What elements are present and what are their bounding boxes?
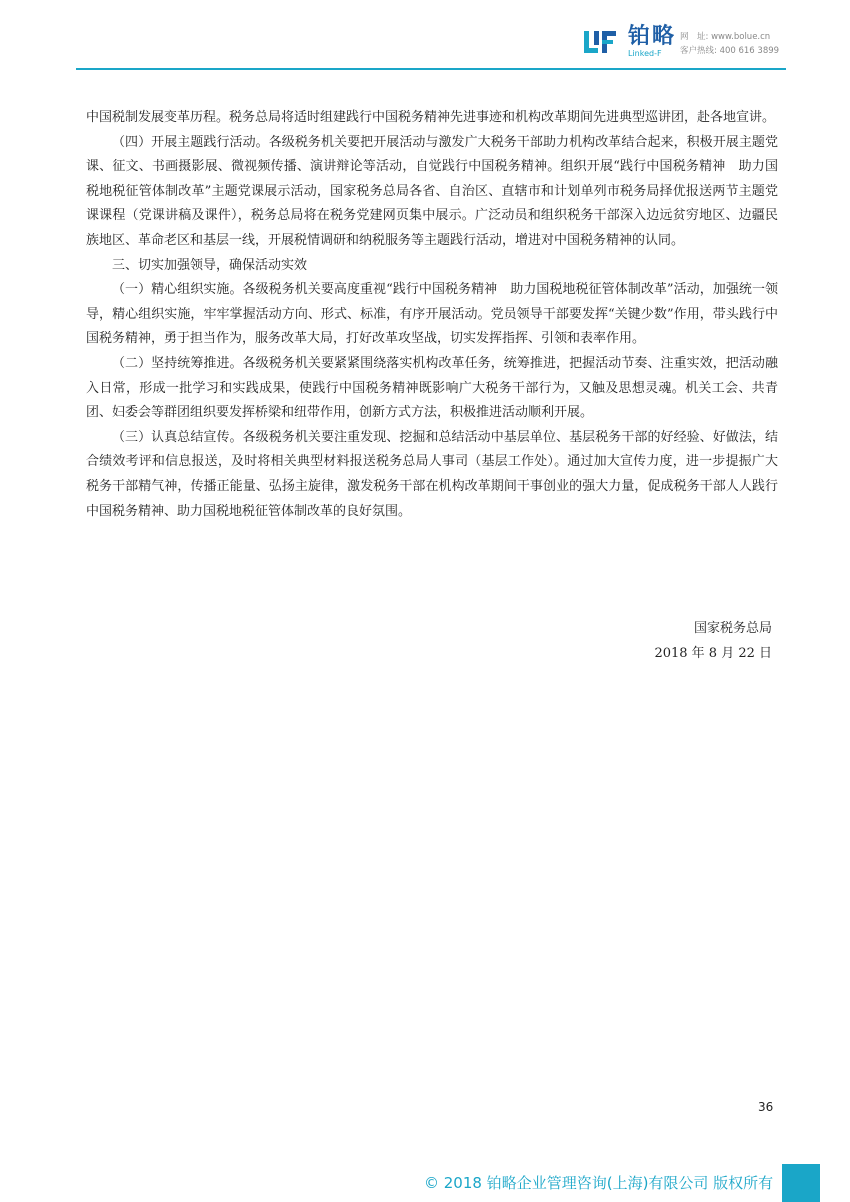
section-heading: 三、切实加强领导，确保活动实效 bbox=[112, 257, 308, 273]
signature-date: 2018 年 8 月 22 日 bbox=[654, 646, 772, 661]
logo-chinese-name: 铂略 bbox=[628, 24, 677, 49]
contact-info bbox=[680, 30, 779, 58]
paragraph: （三）认真总结宣传。各级税务机关要注重发现、挖掘和总结活动中基层单位、基层税务干部的好经验、好做法，结合绩效考评和信息报送，及时将相关典型材料报送税务总局人事司（基层工作处）。通过加大宣传力度，进一步提振广大税务干部精气神，传播正能量、弘扬主旋律，激发税务干部在机构改革期间干事创业的强大力量，促成税务干部人人践行中国税务精神、助力国税地税征管体制改革的良好氛围。 bbox=[86, 429, 778, 519]
paragraph: 中国税制发展变革历程。税务总局将适时组建践行中国税务精神先进事迹和机构改革期间先进典型巡讲团，赴各地宣讲。 bbox=[86, 110, 776, 125]
logo-mark-icon bbox=[584, 27, 624, 57]
footer-copyright: © 2018 铂略企业管理咨询(上海)有限公司 版权所有 bbox=[424, 1174, 774, 1192]
header-divider bbox=[76, 68, 786, 70]
paragraph: （二）坚持统筹推进。各级税务机关要紧紧围绕落实机构改革任务，统筹推进，把握活动节奏、注重实效，把活动融入日常，形成一批学习和实践成果，使践行中国税务精神既影响广大税务干部行为，又触及思想灵魂。机关工会、共青团、妇委会等群团组织要发挥桥梁和纽带作用，创新方式方法，积极推进活动顺利开展。 bbox=[86, 355, 778, 421]
page-number: 36 bbox=[758, 1100, 774, 1114]
logo-english-name: Linked-F bbox=[628, 49, 662, 58]
website-text: 网 址: www.bolue.cn bbox=[680, 32, 771, 42]
logo bbox=[584, 26, 676, 58]
signature-organization: 国家税务总局 bbox=[693, 621, 772, 636]
page-header bbox=[0, 0, 850, 70]
document-body bbox=[86, 106, 778, 524]
footer-accent-block bbox=[782, 1164, 820, 1202]
hotline-text: 客户热线: 400 616 3899 bbox=[680, 46, 780, 56]
paragraph: （一）精心组织实施。各级税务机关要高度重视“践行中国税务精神 助力国税地税征管体制改革”活动，加强统一领导，精心组织实施，牢牢掌握活动方向、形式、标准，有序开展活动。党员领导干部要发挥“关键少数”作用，带头践行中国税务精神，勇于担当作为，服务改革大局，打好改革攻坚战，切实发挥指挥、引领和表率作用。 bbox=[86, 282, 778, 347]
paragraph: （四）开展主题践行活动。各级税务机关要把开展活动与激发广大税务干部助力机构改革结合起来，积极开展主题党课、征文、书画摄影展、微视频传播、演讲辩论等活动，自觉践行中国税务精神。组织开展“践行中国税务精神 助力国税地税征管体制改革”主题党课展示活动，国家税务总局各省、自治区、直辖市和计划单列市税务局择优报送两节主题党课课程（党课讲稿及课件），税务总局将在税务党建网页集中展示。广泛动员和组织税务干部深入边远贫穷地区、边疆民族地区、革命老区和基层一线，开展税情调研和纳税服务等主题践行活动，增进对中国税务精神的认同。 bbox=[86, 134, 778, 248]
